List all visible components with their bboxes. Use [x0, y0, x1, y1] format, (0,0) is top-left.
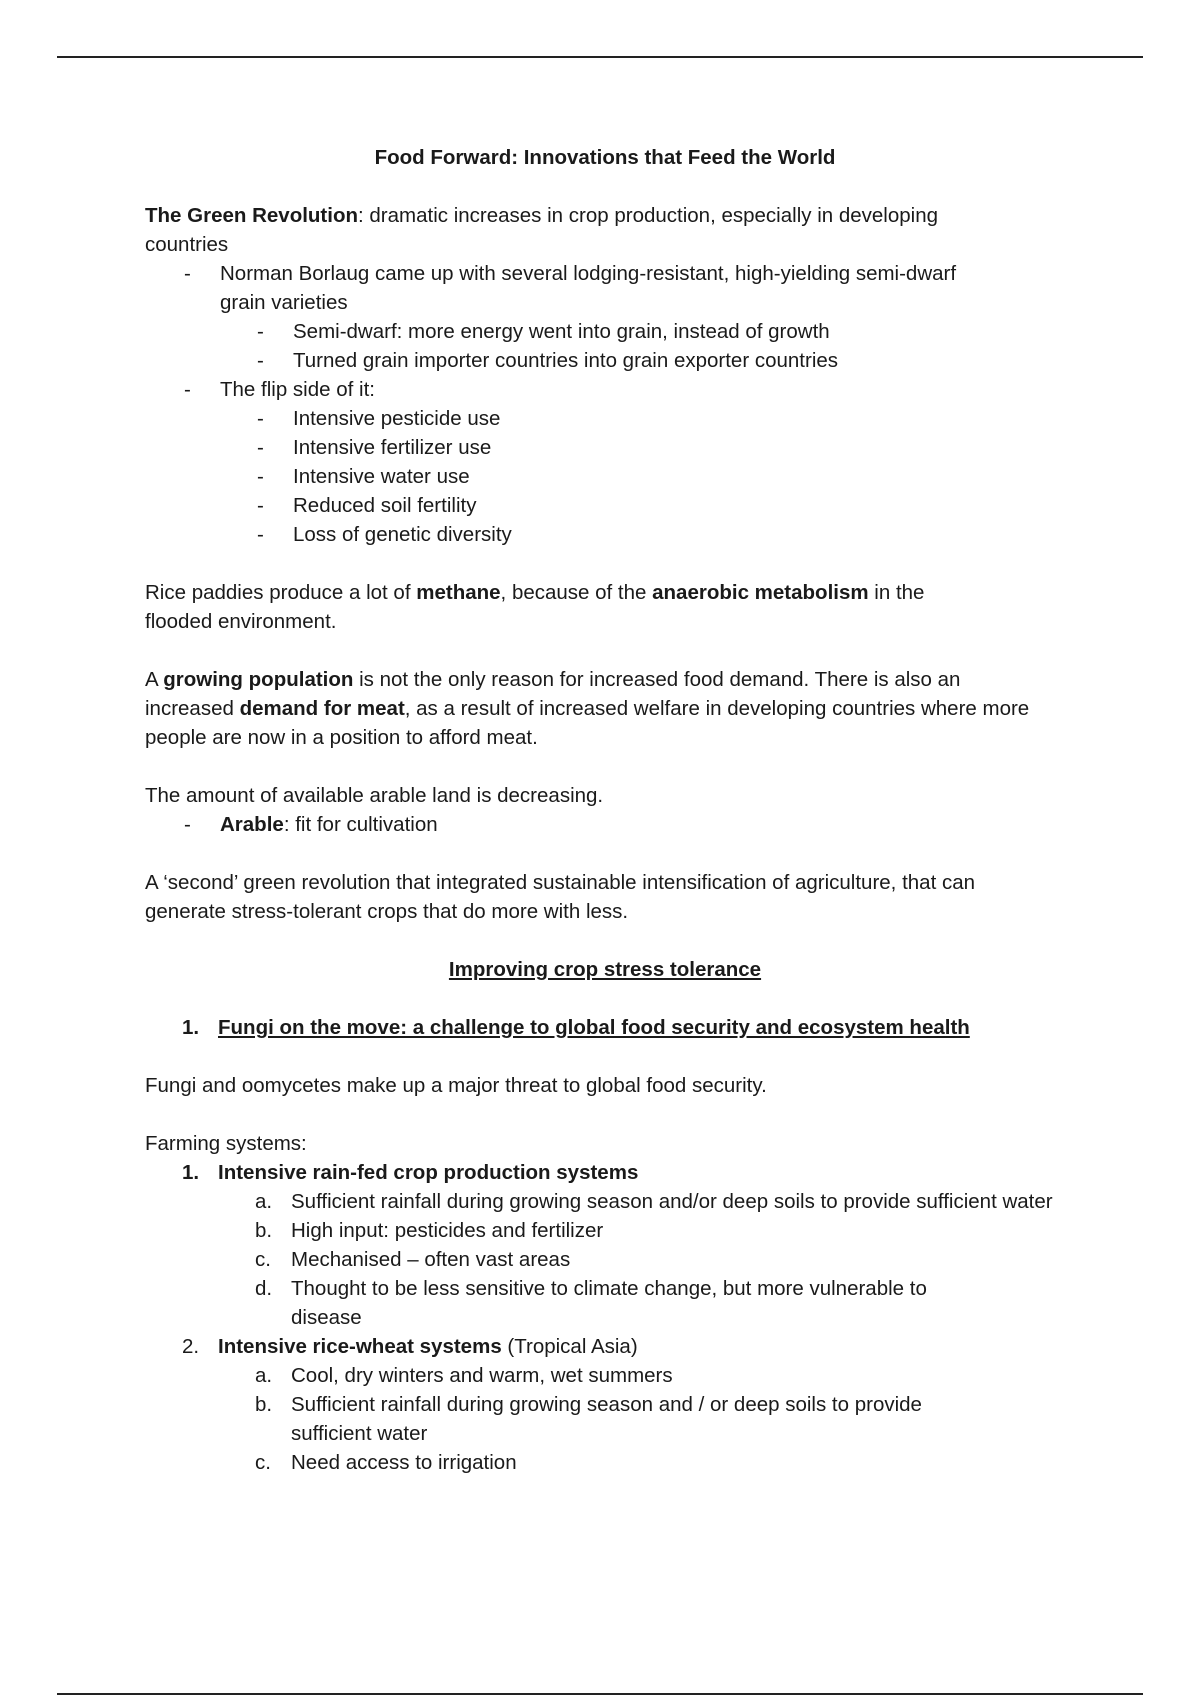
list-item — [145, 375, 1065, 404]
bullet-text: Norman Borlaug came up with several lodging-resistant, high-yielding semi-dwarf grain varieties — [220, 262, 957, 314]
system-region: (Tropical Asia) — [501, 1335, 638, 1358]
bullet-text: Turned grain importer countries into grain exporter countries — [293, 349, 839, 372]
text-run: , as a result of increased welfare in developing countries where more people are now in a position to afford meat. — [145, 697, 1030, 749]
system-heading — [218, 1332, 1065, 1361]
dash-bullet: - — [257, 465, 264, 488]
bullet-text: Loss of genetic diversity — [293, 523, 512, 546]
dash-bullet: - — [184, 378, 191, 401]
list-item — [145, 1158, 1065, 1187]
list-item — [145, 520, 1065, 549]
dash-bullet: - — [257, 523, 264, 546]
list-letter: b. — [255, 1393, 273, 1416]
list-item — [145, 346, 1065, 375]
dash-bullet: - — [257, 349, 264, 372]
dash-bullet: - — [257, 436, 264, 459]
item-text: High input: pesticides and fertilizer — [291, 1219, 604, 1242]
system-name: Intensive rain-fed crop production systems — [218, 1161, 639, 1184]
item-text: Sufficient rainfall during growing season and / or deep soils to provide sufficient water — [291, 1393, 922, 1445]
list-item — [145, 317, 1065, 346]
dash-bullet: - — [184, 813, 191, 836]
bullet-text — [220, 810, 1065, 839]
list-item — [145, 1274, 1065, 1332]
bold-term: growing population — [163, 668, 354, 691]
bold-term: anaerobic metabolism — [652, 581, 869, 604]
list-item — [145, 433, 1065, 462]
dash-bullet: - — [257, 407, 264, 430]
top-rule — [57, 56, 1143, 58]
list-letter: c. — [255, 1451, 271, 1474]
bold-term: demand for meat — [239, 697, 405, 720]
list-number: 1. — [182, 1016, 200, 1039]
text-run: : fit for cultivation — [283, 813, 438, 836]
list-item — [145, 1332, 1065, 1361]
rice-paragraph — [145, 578, 945, 636]
item-text: Cool, dry winters and warm, wet summers — [291, 1364, 673, 1387]
green-revolution-definition: : dramatic increases in crop production, especially in developing countries — [145, 204, 939, 256]
text-run: is not the only reason for increased food demand. There is also an increased — [145, 668, 961, 720]
text-run: in the flooded environment. — [145, 581, 925, 633]
page-title: Food Forward: Innovations that Feed the World — [374, 146, 836, 169]
list-number: 2. — [182, 1335, 200, 1358]
document-page — [145, 143, 1065, 1477]
section-heading: Improving crop stress tolerance — [448, 958, 762, 981]
list-item — [145, 1361, 1065, 1390]
list-item — [145, 462, 1065, 491]
list-letter: a. — [255, 1364, 273, 1387]
item-text: Need access to irrigation — [291, 1451, 517, 1474]
arable-paragraph: The amount of available arable land is decreasing. — [145, 784, 604, 807]
list-item — [145, 810, 1065, 839]
list-letter: b. — [255, 1219, 273, 1242]
bold-term: methane — [416, 581, 501, 604]
green-revolution-term: The Green Revolution — [145, 204, 358, 227]
bullet-text: Reduced soil fertility — [293, 494, 477, 517]
item-text: Thought to be less sensitive to climate change, but more vulnerable to disease — [291, 1277, 927, 1329]
dash-bullet: - — [257, 494, 264, 517]
dash-bullet: - — [184, 262, 191, 285]
text-run: A — [145, 668, 164, 691]
list-letter: d. — [255, 1277, 273, 1300]
list-letter: c. — [255, 1248, 271, 1271]
subsection-title: Fungi on the move: a challenge to global food security and ecosystem health — [218, 1016, 970, 1039]
green-revolution-paragraph — [145, 201, 945, 259]
dash-bullet: - — [257, 320, 264, 343]
list-item — [145, 491, 1065, 520]
text-run: , because of the — [500, 581, 653, 604]
list-item — [145, 1187, 1065, 1216]
list-item — [145, 1390, 1065, 1448]
system-name: Intensive rice-wheat systems — [218, 1335, 502, 1358]
bullet-text: Semi-dwarf: more energy went into grain, instead of growth — [293, 320, 830, 343]
list-item — [145, 259, 1065, 317]
bottom-rule — [57, 1693, 1143, 1695]
list-number: 1. — [182, 1161, 200, 1184]
list-item — [145, 1245, 1065, 1274]
fungi-paragraph: Fungi and oomycetes make up a major threat to global food security. — [145, 1074, 767, 1097]
second-revolution-paragraph: A ‘second’ green revolution that integrated sustainable intensification of agriculture, that can generate stress-tolerant crops that do more with less. — [145, 871, 976, 923]
bold-term: Arable — [220, 813, 284, 836]
farming-label: Farming systems: — [145, 1132, 307, 1155]
text-run: Rice paddies produce a lot of — [145, 581, 417, 604]
subsection-heading — [145, 1013, 1065, 1042]
item-text: Mechanised – often vast areas — [291, 1248, 571, 1271]
item-text: Sufficient rainfall during growing season and/or deep soils to provide sufficient water — [291, 1190, 1053, 1213]
system-heading — [218, 1158, 1065, 1187]
list-letter: a. — [255, 1190, 273, 1213]
bullet-text: Intensive fertilizer use — [293, 436, 492, 459]
bullet-text: Intensive water use — [293, 465, 470, 488]
population-paragraph — [145, 665, 1045, 752]
bullet-text: Intensive pesticide use — [293, 407, 501, 430]
list-item — [145, 1216, 1065, 1245]
list-item — [145, 404, 1065, 433]
list-item — [145, 1448, 1065, 1477]
bullet-text: The flip side of it: — [220, 378, 375, 401]
